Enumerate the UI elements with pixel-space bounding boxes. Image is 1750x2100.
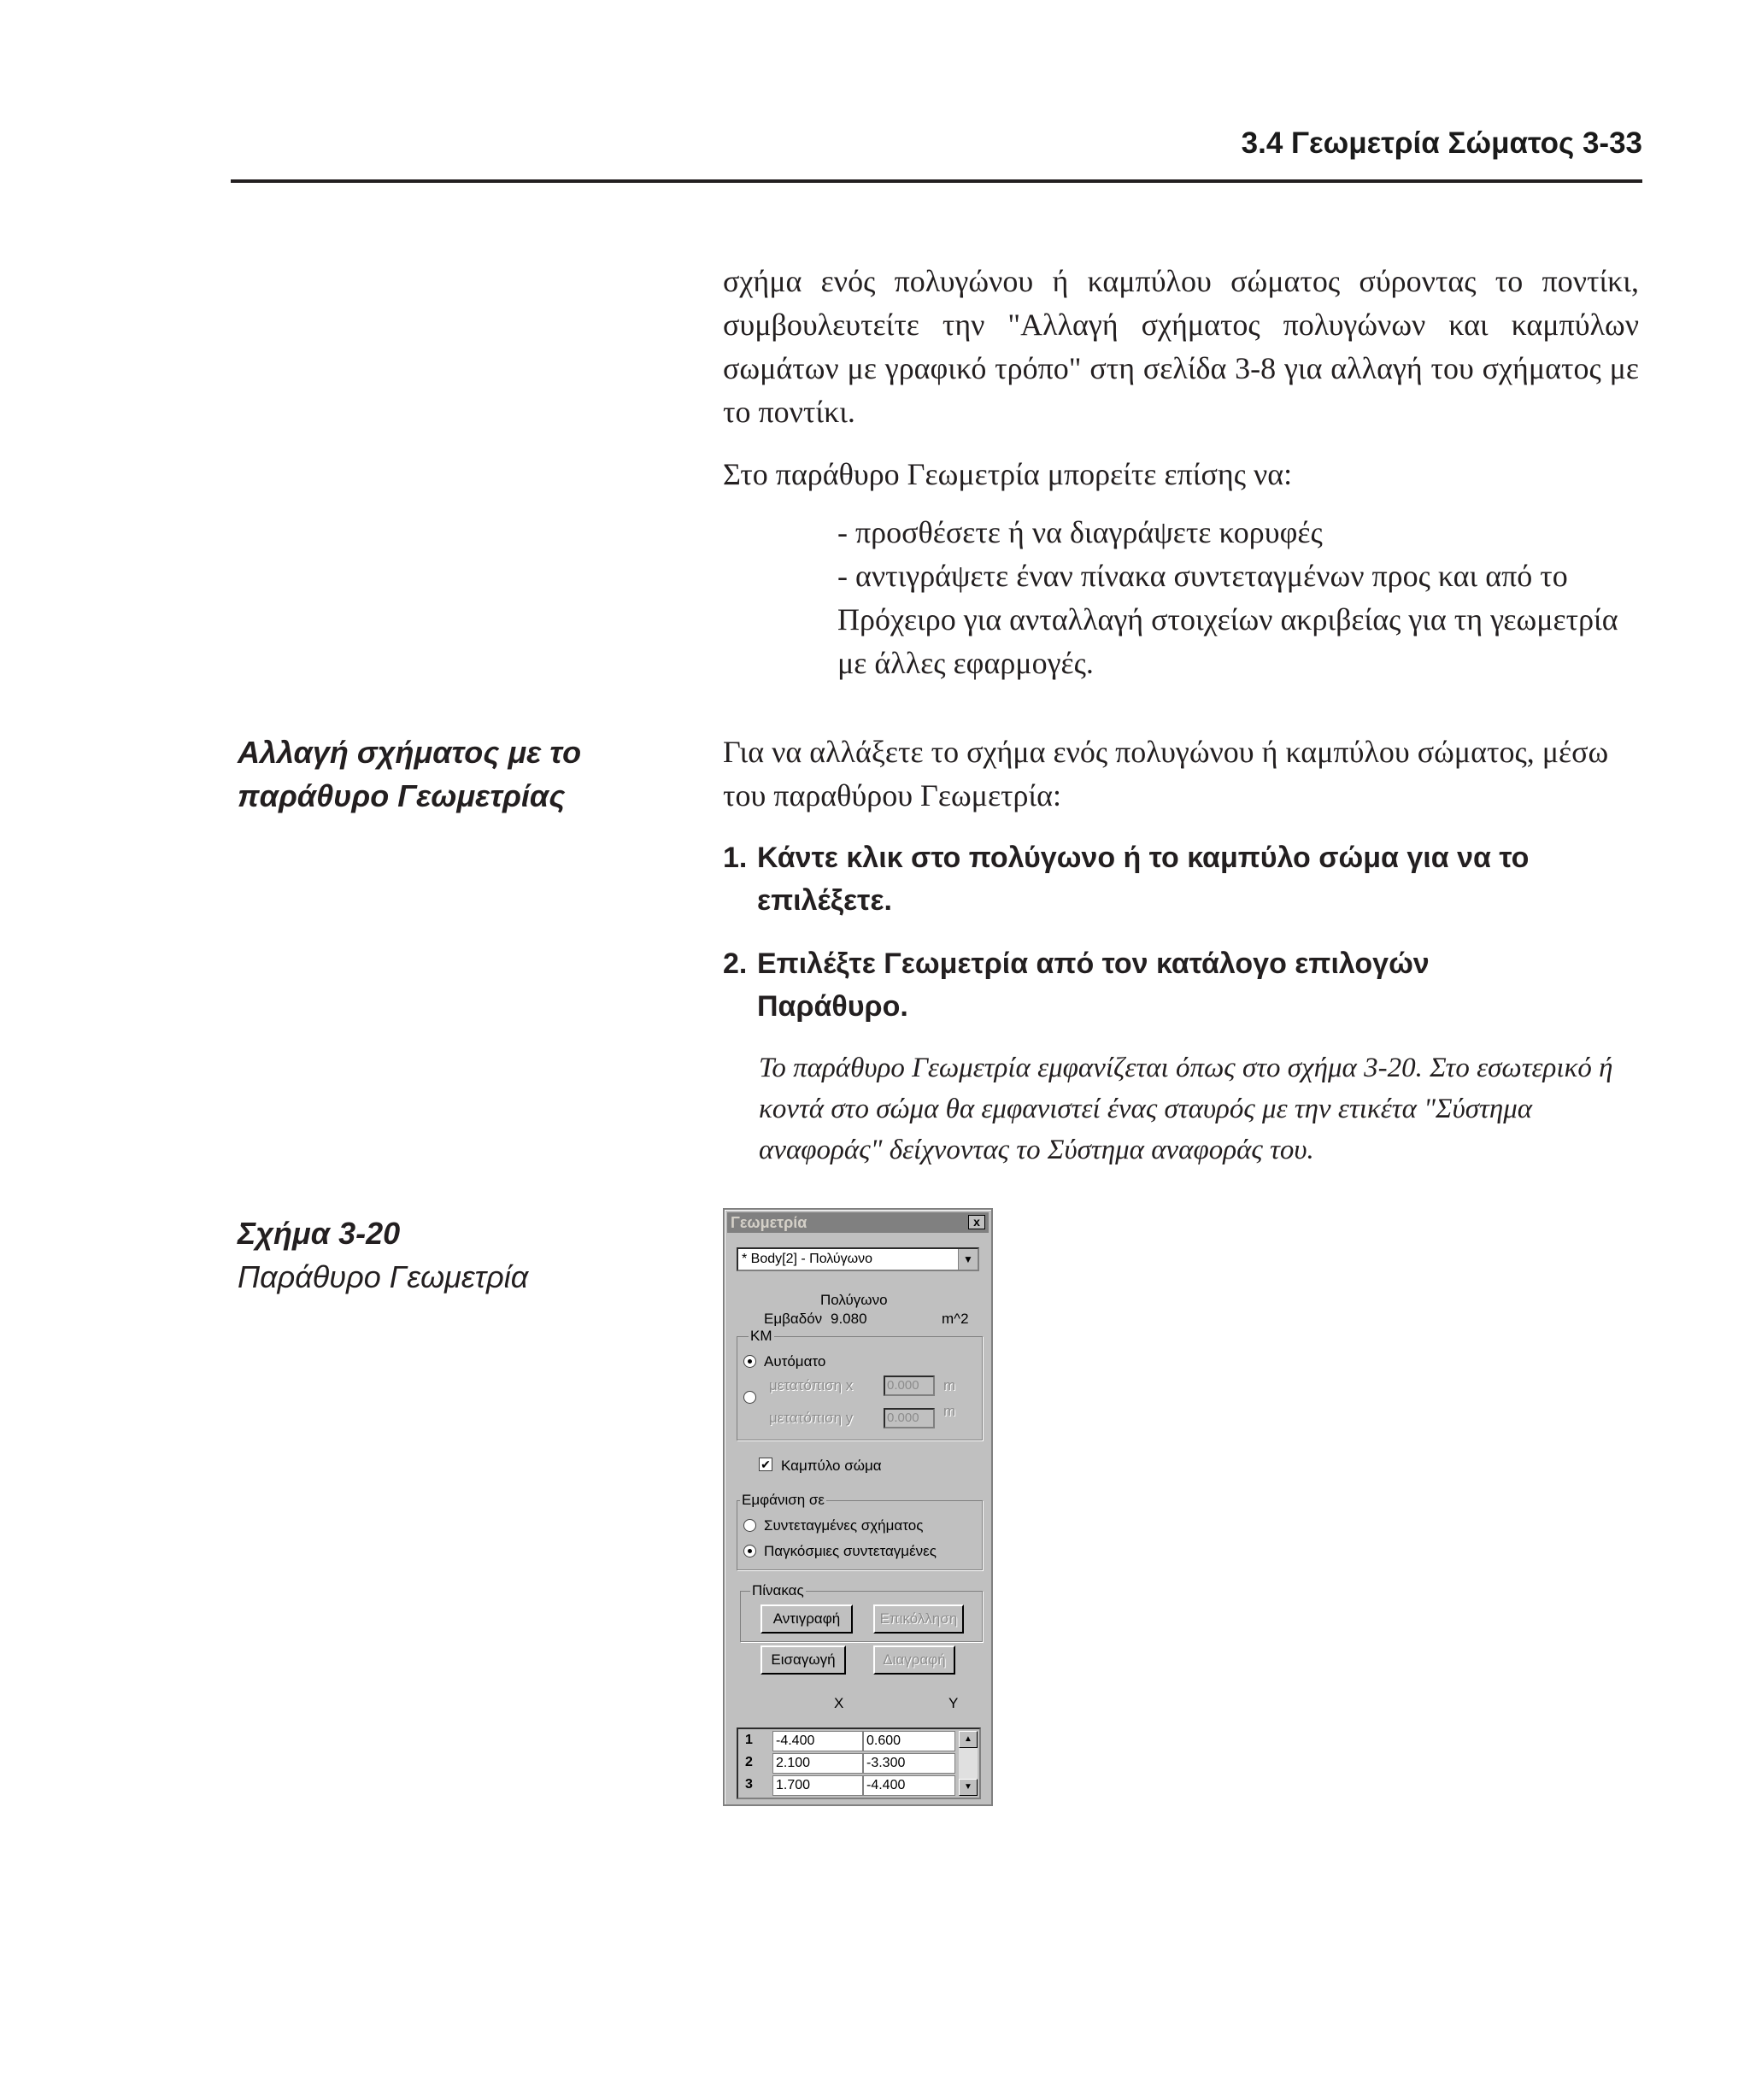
auto-radio[interactable]: [743, 1355, 756, 1368]
paste-button[interactable]: Επικόλληση: [873, 1604, 964, 1634]
shape-coords-radio[interactable]: [743, 1519, 756, 1532]
shape-coords-label: Συντεταγμένες σχήματος: [764, 1517, 924, 1534]
cell-x[interactable]: 2.100: [772, 1753, 863, 1774]
paragraph-howto: Για να αλλάξετε το σχήμα ενός πολυγώνου ή καμπύλου σώματος, μέσω του παραθύρου Γεωμετρία:: [723, 735, 1609, 812]
row-number: 1: [745, 1733, 753, 1747]
body-select[interactable]: [737, 1247, 979, 1271]
world-coords-radio[interactable]: [743, 1545, 756, 1557]
table-group-label: Πίνακας: [752, 1582, 804, 1598]
area-value: 9.080: [831, 1311, 867, 1327]
header-rule: [231, 179, 1642, 183]
step-text: Κάντε κλικ στο πολύγωνο ή το καμπύλο σώμα για να το: [757, 842, 1530, 874]
offset-x-label: μετατόπιση x: [769, 1377, 854, 1393]
cell-x[interactable]: -4.400: [772, 1731, 863, 1751]
offset-x-field[interactable]: 0.000: [884, 1376, 935, 1396]
bullet-item: - αντιγράψετε έναν πίνακα συντεταγμένων προς και από το Πρόχειρο για ανταλλαγή στοιχείων ακριβείας για τη γεωμετρία με άλλες εφαρμογές.: [837, 559, 1618, 680]
intro-paragraph: σχήμα ενός πολυγώνου ή καμπύλου σώματος σύροντας το ποντίκι, συμβουλευτείτε την "Αλλαγή σχήματος πολυγώνων και καμπύλων σωμάτων με γραφικό τρόπο" στη σελίδα 3-8 για αλλαγή του σχήματος με το ποντίκι.: [723, 264, 1639, 429]
delete-button[interactable]: Διαγραφή: [873, 1645, 955, 1675]
bullet-item: - προσθέσετε ή να διαγράψετε κορυφές: [837, 515, 1323, 549]
curved-checkbox[interactable]: ✔: [759, 1458, 772, 1471]
shape-type-label: Πολύγωνο: [820, 1292, 888, 1308]
area-unit: m^2: [942, 1311, 969, 1327]
step-number: 1.: [723, 842, 748, 874]
cm-group-label: KM: [750, 1328, 772, 1344]
step-text-cont: επιλέξετε.: [757, 884, 892, 917]
cell-y[interactable]: -3.300: [863, 1753, 955, 1774]
side-heading-line-1: Αλλαγή σχήματος με το: [238, 735, 582, 770]
area-label: Εμβαδόν: [764, 1311, 823, 1327]
chevron-down-icon[interactable]: ▼: [958, 1249, 978, 1270]
offset-radio[interactable]: [743, 1391, 756, 1404]
display-group-label: Εμφάνιση σε: [742, 1492, 825, 1508]
cell-y[interactable]: -4.400: [863, 1775, 955, 1796]
side-heading: [238, 730, 682, 818]
figure-label: [238, 1211, 528, 1299]
result-note: Το παράθυρο Γεωμετρία εμφανίζεται όπως στο σχήμα 3-20. Στο εσωτερικό ή κοντά στο σώμα θα εμφανιστεί ένας σταυρός με την ετικέτα "Σύστημα αναφοράς" δείχνοντας το Σύστημα αναφοράς του.: [759, 1053, 1613, 1165]
bullet-list: [837, 511, 1641, 685]
step-text-cont: Παράθυρο.: [757, 990, 908, 1023]
step-1: [723, 836, 1639, 922]
figure-number: Σχήμα 3-20: [238, 1216, 401, 1251]
table-scrollbar[interactable]: [959, 1731, 978, 1796]
figure-caption: Παράθυρο Γεωμετρία: [238, 1259, 529, 1294]
paragraph-options: Στο παράθυρο Γεωμετρία μπορείτε επίσης να:: [723, 457, 1293, 491]
geometry-dialog: [723, 1208, 993, 1806]
side-heading-line-2: παράθυρο Γεωμετρίας: [238, 778, 566, 813]
column-header-x: X: [834, 1695, 844, 1711]
step-2: [723, 942, 1639, 1028]
body-select-value: * Body[2] - Πολύγωνο: [742, 1252, 873, 1266]
curved-label: Καμπύλο σώμα: [781, 1458, 882, 1474]
step-number: 2.: [723, 947, 748, 980]
dialog-title: Γεωμετρία: [731, 1214, 807, 1231]
close-icon[interactable]: x: [968, 1215, 985, 1229]
copy-button[interactable]: Αντιγραφή: [760, 1604, 853, 1634]
scroll-down-icon[interactable]: ▼: [959, 1779, 978, 1796]
auto-label: Αυτόματο: [764, 1353, 826, 1370]
cell-x[interactable]: 1.700: [772, 1775, 863, 1796]
insert-button[interactable]: Εισαγωγή: [760, 1645, 846, 1675]
offset-y-label: μετατόπιση y: [769, 1410, 854, 1426]
offset-x-unit: m: [943, 1377, 956, 1393]
cell-y[interactable]: 0.600: [863, 1731, 955, 1751]
offset-y-unit: m: [943, 1403, 956, 1419]
page-header-title: 3.4 Γεωμετρία Σώματος 3-33: [1241, 126, 1642, 160]
world-coords-label: Παγκόσμιες συντεταγμένες: [764, 1543, 937, 1559]
column-header-y: Y: [948, 1695, 959, 1711]
step-text: Επιλέξτε Γεωμετρία από τον κατάλογο επιλογών: [757, 947, 1430, 980]
coordinates-table: [737, 1728, 981, 1799]
offset-y-field[interactable]: 0.000: [884, 1408, 935, 1428]
dialog-titlebar[interactable]: [727, 1212, 989, 1233]
row-number: 3: [745, 1777, 753, 1792]
scroll-up-icon[interactable]: ▲: [959, 1731, 978, 1748]
row-number: 2: [745, 1755, 753, 1769]
